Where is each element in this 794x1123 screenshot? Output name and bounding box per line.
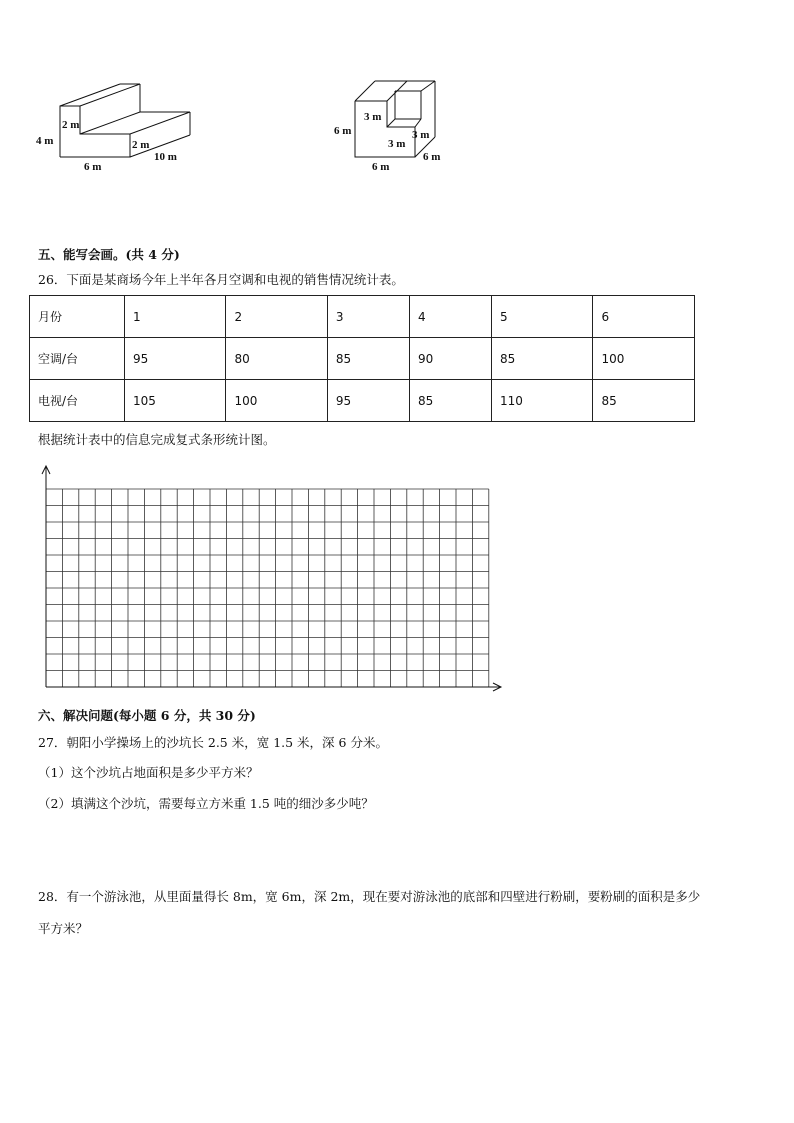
label-10m: 10 m (154, 151, 177, 163)
table-cell: 85 (593, 380, 695, 422)
table-cell: 80 (226, 338, 327, 380)
label-2m-bottom: 2 m (132, 139, 150, 151)
table-cell: 95 (327, 380, 409, 422)
question-27: 27．朝阳小学操场上的沙坑长 2.5 米，宽 1.5 米，深 6 分米。 (38, 735, 388, 750)
question-27-part-2: （2）填满这个沙坑，需要每立方米重 1.5 吨的细沙多少吨？ (38, 796, 374, 811)
table-cell: 月份 (30, 296, 125, 338)
table-cell: 空调/台 (30, 338, 125, 380)
table-cell: 85 (327, 338, 409, 380)
label-6m-width: 6 m (372, 161, 390, 173)
question-26: 26．下面是某商场今年上半年各月空调和电视的销售情况统计表。 (38, 272, 404, 287)
section-5-heading: 五、能写会画。(共 4 分) (38, 247, 180, 262)
table-cell: 6 (593, 296, 695, 338)
table-cell: 95 (125, 338, 226, 380)
table-cell: 85 (409, 380, 491, 422)
label-6m-depth: 6 m (423, 151, 441, 163)
table-cell: 105 (125, 380, 226, 422)
blank-chart-grid (34, 462, 509, 697)
question-28-line-2: 平方米？ (38, 921, 89, 936)
label-3m-inner: 3 m (388, 138, 406, 150)
question-28-line-1: 28．有一个游泳池，从里面量得长 8m，宽 6m，深 2m，现在要对游泳池的底部和四壁进行粉刷，要粉刷的面积是多少 (38, 889, 701, 904)
table-cell: 100 (593, 338, 695, 380)
label-6m-height: 6 m (334, 125, 352, 137)
table-row (30, 380, 695, 422)
question-27-part-1: （1）这个沙坑占地面积是多少平方米？ (38, 765, 259, 780)
stepped-solid-figure (30, 78, 230, 178)
table-cell: 5 (492, 296, 593, 338)
label-4m: 4 m (36, 135, 54, 147)
section-6-heading: 六、解决问题(每小题 6 分，共 30 分) (38, 708, 256, 723)
table-cell: 3 (327, 296, 409, 338)
sales-table (29, 295, 695, 422)
table-cell: 4 (409, 296, 491, 338)
table-cell: 110 (492, 380, 593, 422)
table-row (30, 296, 695, 338)
table-row (30, 338, 695, 380)
table-cell: 2 (226, 296, 327, 338)
table-cell: 100 (226, 380, 327, 422)
label-3m-right: 3 m (412, 129, 430, 141)
label-2m-top: 2 m (62, 119, 80, 131)
table-cell: 1 (125, 296, 226, 338)
table-cell: 90 (409, 338, 491, 380)
table-cell: 85 (492, 338, 593, 380)
chart-instruction: 根据统计表中的信息完成复式条形统计图。 (38, 432, 276, 447)
label-3m-left: 3 m (364, 111, 382, 123)
label-6m: 6 m (84, 161, 102, 173)
table-cell: 电视/台 (30, 380, 125, 422)
notched-cube-figure (330, 70, 460, 180)
